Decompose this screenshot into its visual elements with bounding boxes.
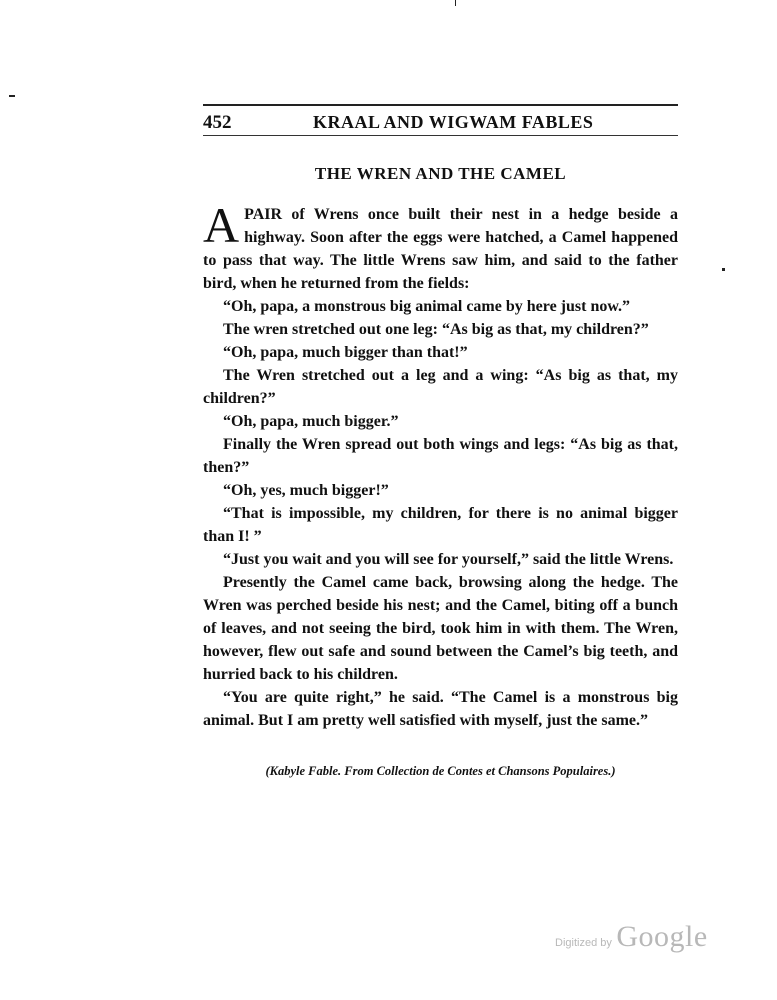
- scan-speck: [722, 268, 725, 271]
- story-title: THE WREN AND THE CAMEL: [314, 164, 567, 183]
- paragraph: “You are quite right,” he said. “The Camel is a monstrous big animal. But I am pretty well satisfied with myself, just the same.”: [203, 689, 678, 729]
- story-body: [203, 197, 678, 732]
- google-logo: Google: [616, 920, 708, 953]
- paragraph: Presently the Camel came back, browsing along the hedge. The Wren was perched beside his nest; and the Camel, biting off a bunch of leaves, and not seeing the bird, took him in with them. The Wren, however, flew out safe and sound between the Camel’s big teeth, and hurried back to his children.: [203, 574, 678, 683]
- paragraph: “Oh, papa, much bigger than that!”: [223, 344, 468, 361]
- running-title: KRAAL AND WIGWAM FABLES: [313, 112, 594, 132]
- page-number: 452: [203, 112, 232, 133]
- drop-cap: A: [203, 197, 240, 253]
- paragraph: “Oh, papa, much bigger.”: [223, 413, 399, 430]
- paragraph: Finally the Wren spread out both wings and legs: “As big as that, then?”: [203, 436, 678, 476]
- paragraph: The wren stretched out one leg: “As big as that, my children?”: [223, 321, 649, 338]
- opening-paragraph: [203, 197, 678, 295]
- opening-text: PAIR of Wrens once built their nest in a hedge beside a highway. Soon after the eggs were hatched, a Camel happened to pass that way. The little Wrens saw him, and said to the father bird, when he returned from the fields:: [203, 206, 678, 292]
- watermark-prefix: Digitized by: [555, 937, 612, 949]
- paragraph: “Oh, yes, much bigger!”: [223, 482, 389, 499]
- digitized-watermark: [555, 920, 708, 954]
- scan-speck: [9, 95, 15, 97]
- paragraph: “That is impossible, my children, for there is no animal bigger than I! ”: [203, 505, 678, 545]
- paragraph: “Oh, papa, a monstrous big animal came by here just now.”: [223, 298, 631, 315]
- paragraph: “Just you wait and you will see for yourself,” said the little Wrens.: [223, 551, 674, 568]
- scan-speck: [455, 0, 456, 6]
- paragraph: The Wren stretched out a leg and a wing: “As big as that, my children?”: [203, 367, 678, 407]
- source-citation: (Kabyle Fable. From Collection de Contes et Chansons Populaires.): [265, 764, 616, 778]
- running-header: [203, 104, 678, 136]
